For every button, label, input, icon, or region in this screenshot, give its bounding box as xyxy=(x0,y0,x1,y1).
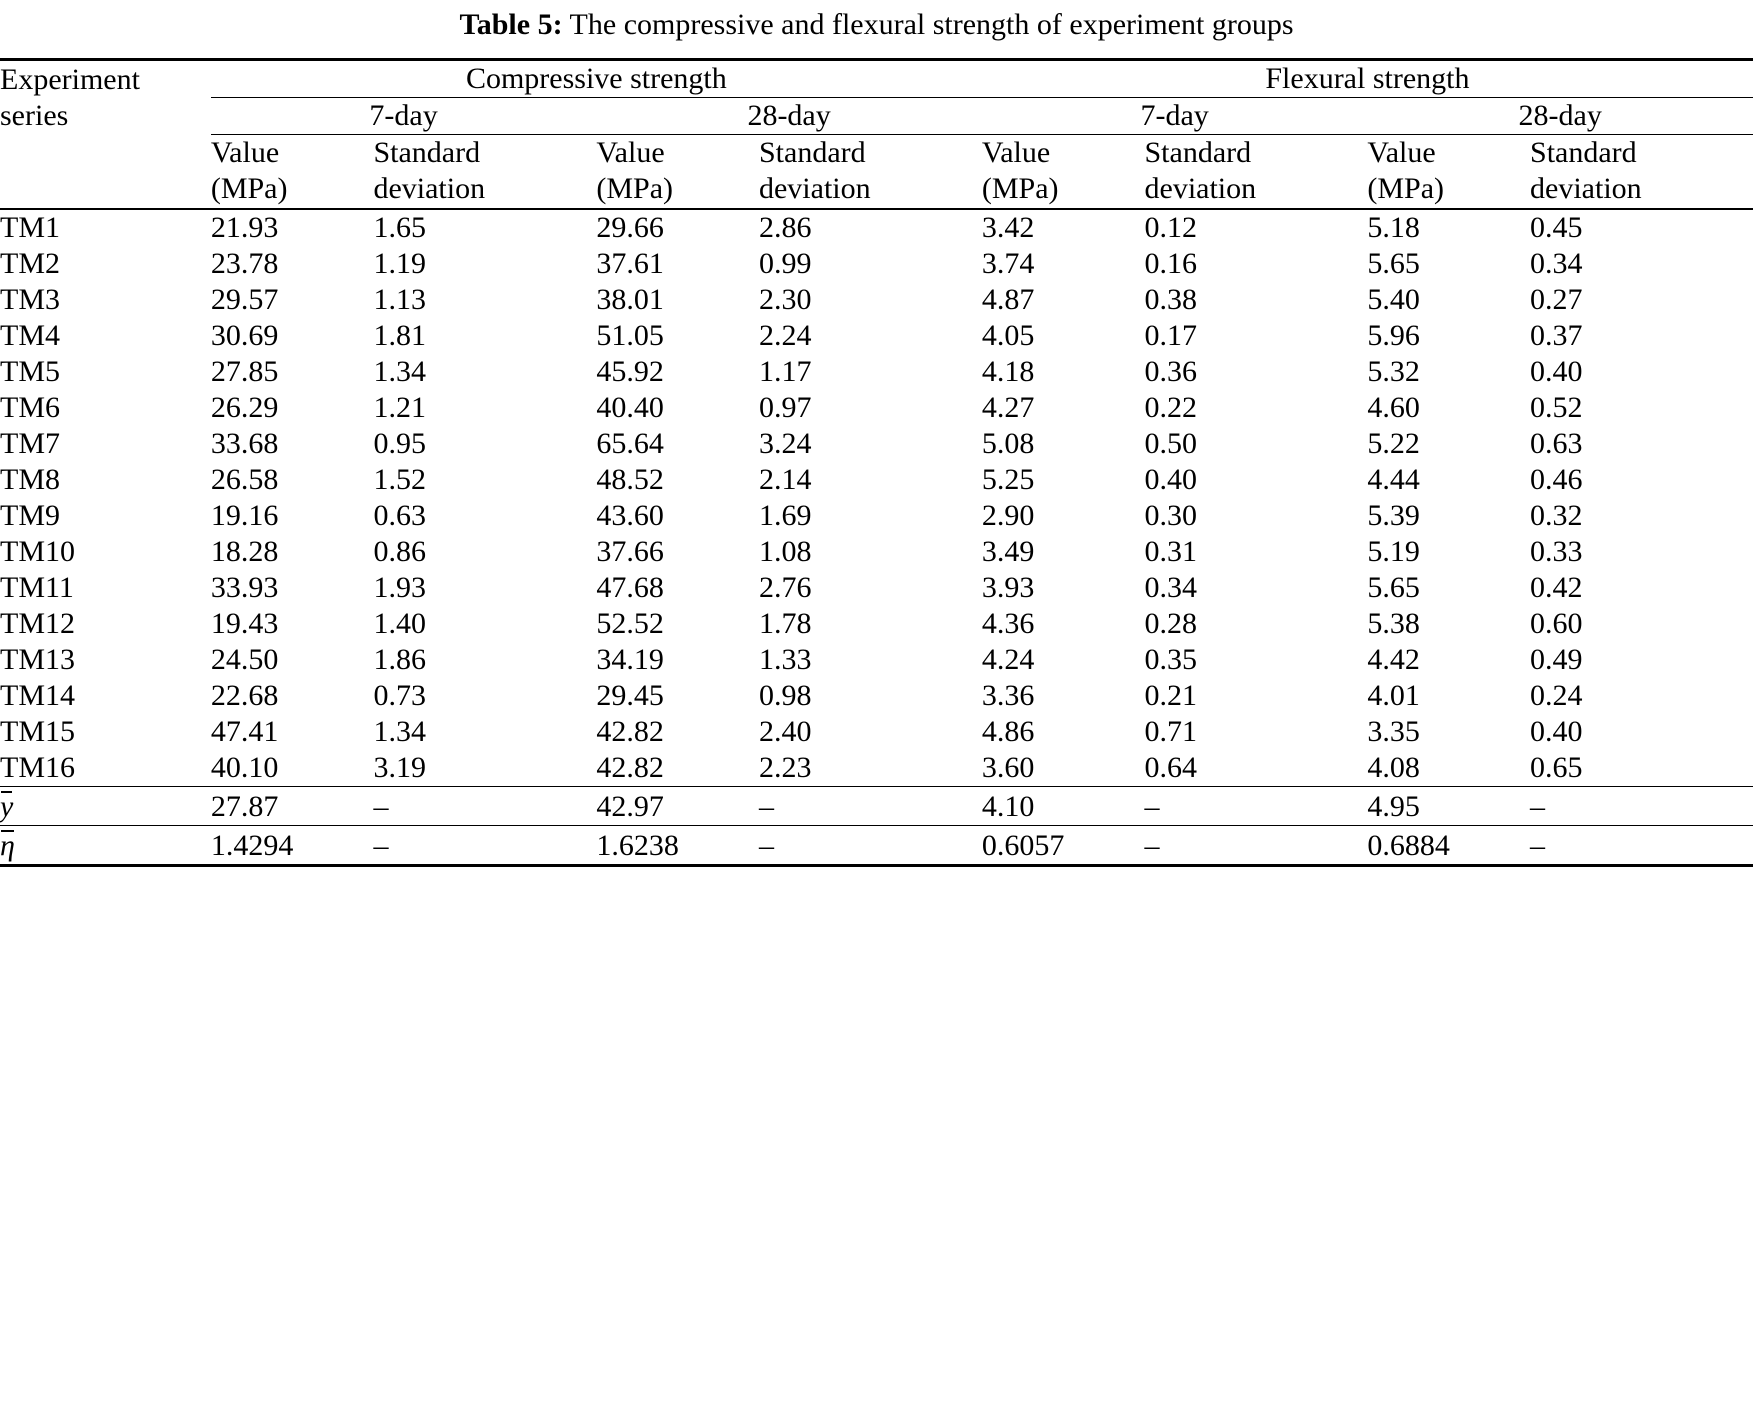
subheader-f28-sd xyxy=(1530,134,1753,209)
cell-f28-value: 4.08 xyxy=(1367,750,1420,784)
cell-f28-value: 4.42 xyxy=(1367,642,1420,676)
cell-c7-value: 26.29 xyxy=(210,390,279,424)
cell-f7-sd: – xyxy=(1145,786,1368,825)
cell-c28-value: 42.82 xyxy=(596,714,664,748)
row-label: TM15 xyxy=(0,714,75,748)
cell-c7-value: 40.10 xyxy=(210,750,279,784)
cell-f7-sd: 0.64 xyxy=(1144,750,1197,784)
table-row xyxy=(0,318,1753,354)
cell-f28-value: 5.18 xyxy=(1367,209,1530,246)
cell-c7-sd: 1.34 xyxy=(373,354,426,388)
cell-c28-sd: 1.08 xyxy=(758,534,812,568)
cell-c7-value: 22.68 xyxy=(210,678,279,712)
header-row-subheaders xyxy=(0,134,1753,209)
cell-c28-sd: 1.17 xyxy=(758,354,812,388)
summary-symbol-mean: y xyxy=(0,787,13,825)
cell-f28-value: 0.6884 xyxy=(1367,825,1530,865)
subheader-f7-value-line1: Value xyxy=(981,135,1051,169)
cell-f28-value: 3.35 xyxy=(1367,714,1420,748)
age-header-compressive-28day: 28-day xyxy=(596,97,982,134)
cell-c28-value: 43.60 xyxy=(596,498,664,532)
cell-c7-value: 26.58 xyxy=(210,462,279,496)
subheader-c28-value-line1: Value xyxy=(596,135,665,169)
age-header-compressive-7day: 7-day xyxy=(211,97,597,134)
cell-c28-value: 1.6238 xyxy=(596,825,759,865)
cell-f28-value: 5.96 xyxy=(1367,318,1420,352)
cell-f28-sd: 0.49 xyxy=(1530,642,1583,676)
cell-f7-sd: 0.31 xyxy=(1144,534,1197,568)
row-label: TM6 xyxy=(0,390,60,424)
cell-c28-sd: 2.30 xyxy=(758,282,812,316)
cell-f28-sd: 0.46 xyxy=(1530,462,1583,496)
strength-results-table xyxy=(0,58,1753,867)
cell-f7-value: 3.36 xyxy=(981,678,1035,712)
cell-c7-sd: 1.65 xyxy=(373,209,596,246)
cell-f28-sd: – xyxy=(1530,786,1753,825)
cell-f28-value: 5.65 xyxy=(1367,570,1420,604)
cell-c7-sd: – xyxy=(373,825,596,865)
table-row xyxy=(0,714,1753,750)
table-row xyxy=(0,750,1753,787)
row-label: TM5 xyxy=(0,354,60,388)
cell-c7-sd: 3.19 xyxy=(373,750,426,784)
cell-f28-value: 4.60 xyxy=(1367,390,1420,424)
cell-c28-value: 37.66 xyxy=(596,534,664,568)
cell-f7-sd: 0.16 xyxy=(1144,246,1197,280)
cell-c28-value: 65.64 xyxy=(596,426,664,460)
cell-f7-value: 3.74 xyxy=(981,246,1035,280)
group-header-compressive: Compressive strength xyxy=(211,59,982,97)
cell-c28-sd: 2.24 xyxy=(758,318,812,352)
cell-c7-value: 30.69 xyxy=(210,318,279,352)
cell-c28-value: 51.05 xyxy=(596,318,664,352)
subheader-f7-sd xyxy=(1145,134,1368,209)
cell-c28-value: 47.68 xyxy=(596,570,664,604)
cell-c7-value: 19.43 xyxy=(210,606,279,640)
summary-label-mean xyxy=(0,786,211,825)
stub-header-empty xyxy=(0,134,211,209)
header-row-groups xyxy=(0,59,1753,97)
cell-c28-value: 52.52 xyxy=(596,606,664,640)
cell-c28-sd: 2.86 xyxy=(759,209,982,246)
cell-f28-sd: 0.37 xyxy=(1530,318,1583,352)
subheader-f7-sd-line1: Standard xyxy=(1144,135,1252,169)
cell-c28-value: 29.45 xyxy=(596,678,664,712)
cell-c7-sd: 1.13 xyxy=(373,282,426,316)
cell-f7-value: 4.27 xyxy=(981,390,1035,424)
row-label: TM13 xyxy=(0,642,75,676)
cell-c7-sd: 1.21 xyxy=(373,390,426,424)
cell-f28-value: 5.40 xyxy=(1367,282,1420,316)
subheader-f7-value xyxy=(982,134,1145,209)
cell-f7-value: 5.25 xyxy=(981,462,1035,496)
cell-c7-sd: 1.86 xyxy=(373,642,426,676)
cell-f28-sd: 0.32 xyxy=(1530,498,1583,532)
subheader-f28-sd-line2: deviation xyxy=(1530,172,1642,206)
cell-f28-value: 5.19 xyxy=(1367,534,1420,568)
subheader-f28-value xyxy=(1367,134,1530,209)
table-caption xyxy=(0,0,1753,58)
age-header-flexural-28day: 28-day xyxy=(1367,97,1753,134)
subheader-c7-sd-line1: Standard xyxy=(373,135,481,169)
cell-f28-sd: 0.45 xyxy=(1530,209,1753,246)
cell-f7-sd: 0.30 xyxy=(1144,498,1197,532)
subheader-c28-sd xyxy=(759,134,982,209)
table-row xyxy=(0,570,1753,606)
cell-c28-sd: 1.69 xyxy=(758,498,812,532)
cell-f28-value: 4.01 xyxy=(1367,678,1420,712)
cell-c28-sd: – xyxy=(759,825,982,865)
summary-label-eta xyxy=(0,825,211,865)
cell-c28-value: 37.61 xyxy=(596,246,664,280)
subheader-f28-value-line2: (MPa) xyxy=(1367,172,1445,206)
cell-f7-sd: 0.50 xyxy=(1144,426,1197,460)
cell-c28-value: 48.52 xyxy=(596,462,664,496)
row-label: TM3 xyxy=(0,282,60,316)
cell-c28-value: 29.66 xyxy=(596,209,759,246)
cell-f7-value: 4.87 xyxy=(981,282,1035,316)
cell-f28-sd: 0.34 xyxy=(1530,246,1583,280)
row-label: TM7 xyxy=(0,426,60,460)
stub-header-line1: Experiment series xyxy=(0,63,140,132)
cell-f7-sd: 0.35 xyxy=(1144,642,1197,676)
cell-c7-value: 23.78 xyxy=(210,246,279,280)
cell-c28-sd: 2.14 xyxy=(758,462,812,496)
cell-f7-value: 4.24 xyxy=(981,642,1035,676)
cell-c7-value: 47.41 xyxy=(210,714,279,748)
cell-c28-value: 45.92 xyxy=(596,354,664,388)
table-row xyxy=(0,678,1753,714)
table-row xyxy=(0,246,1753,282)
table-bottom-rule xyxy=(0,865,1753,867)
subheader-f28-sd-line1: Standard xyxy=(1530,135,1637,169)
cell-f28-sd: 0.65 xyxy=(1530,750,1583,784)
age-header-flexural-7day: 7-day xyxy=(982,97,1368,134)
row-label: TM16 xyxy=(0,750,75,784)
subheader-c28-value xyxy=(596,134,759,209)
cell-f28-sd: 0.40 xyxy=(1530,354,1583,388)
cell-c28-sd: 0.99 xyxy=(758,246,812,280)
subheader-c28-sd-line2: deviation xyxy=(758,172,871,206)
subheader-f28-value-line1: Value xyxy=(1367,135,1436,169)
summary-row-mean xyxy=(0,786,1753,825)
cell-f7-value: 2.90 xyxy=(981,498,1035,532)
cell-c28-value: 38.01 xyxy=(596,282,664,316)
table-row xyxy=(0,498,1753,534)
cell-f7-sd: 0.71 xyxy=(1144,714,1197,748)
cell-f28-value: 5.22 xyxy=(1367,426,1420,460)
cell-c28-sd: 0.98 xyxy=(758,678,812,712)
cell-f28-sd: – xyxy=(1530,825,1753,865)
table-row xyxy=(0,642,1753,678)
table-caption-label: Table 5: xyxy=(459,8,563,41)
cell-c7-sd: 0.86 xyxy=(373,534,426,568)
cell-c28-sd: 0.97 xyxy=(758,390,812,424)
subheader-c28-sd-line1: Standard xyxy=(758,135,866,169)
cell-f7-value: 0.6057 xyxy=(982,825,1145,865)
cell-f7-sd: 0.21 xyxy=(1144,678,1197,712)
row-label: TM11 xyxy=(0,570,74,604)
cell-f7-value: 4.86 xyxy=(981,714,1035,748)
cell-f7-sd: 0.17 xyxy=(1144,318,1197,352)
cell-f28-sd: 0.40 xyxy=(1530,714,1583,748)
summary-row-eta xyxy=(0,825,1753,865)
cell-c7-sd: 1.81 xyxy=(373,318,426,352)
summary-symbol-eta: η xyxy=(0,826,15,864)
table-row xyxy=(0,462,1753,498)
subheader-f7-value-line2: (MPa) xyxy=(981,172,1059,206)
cell-f7-value: 3.93 xyxy=(981,570,1035,604)
table-caption-text: The compressive and flexural strength of experiment groups xyxy=(569,8,1294,41)
cell-f7-sd: 0.34 xyxy=(1144,570,1197,604)
cell-f28-sd: 0.52 xyxy=(1530,390,1583,424)
cell-f28-value: 5.65 xyxy=(1367,246,1420,280)
cell-c7-sd: 1.34 xyxy=(373,714,426,748)
cell-f7-sd: 0.12 xyxy=(1145,209,1368,246)
cell-c28-sd: 1.33 xyxy=(758,642,812,676)
cell-c7-sd: 1.52 xyxy=(373,462,426,496)
table-row xyxy=(0,534,1753,570)
cell-c7-value: 19.16 xyxy=(210,498,279,532)
cell-f7-sd: 0.38 xyxy=(1144,282,1197,316)
cell-c7-value: 33.93 xyxy=(210,570,279,604)
cell-c7-sd: – xyxy=(373,786,596,825)
cell-f7-value: 3.49 xyxy=(981,534,1035,568)
cell-f28-value: 4.44 xyxy=(1367,462,1420,496)
cell-c28-value: 42.97 xyxy=(596,786,759,825)
cell-f28-value: 5.32 xyxy=(1367,354,1420,388)
cell-f28-sd: 0.27 xyxy=(1530,282,1583,316)
subheader-c7-value-line2: (MPa) xyxy=(210,172,288,206)
cell-c7-sd: 0.95 xyxy=(373,426,426,460)
cell-f7-value: 4.10 xyxy=(982,786,1145,825)
subheader-f7-sd-line2: deviation xyxy=(1144,172,1257,206)
cell-f7-sd: 0.36 xyxy=(1144,354,1197,388)
table-row xyxy=(0,606,1753,642)
cell-c28-sd: 1.78 xyxy=(758,606,812,640)
row-label: TM1 xyxy=(0,209,211,246)
cell-f7-value: 3.42 xyxy=(982,209,1145,246)
cell-c28-sd: – xyxy=(759,786,982,825)
cell-c7-sd: 1.19 xyxy=(373,246,426,280)
cell-c7-value: 29.57 xyxy=(210,282,279,316)
cell-c7-sd: 0.63 xyxy=(373,498,426,532)
stub-header xyxy=(0,59,211,134)
row-label: TM9 xyxy=(0,498,60,532)
cell-c28-value: 40.40 xyxy=(596,390,664,424)
row-label: TM14 xyxy=(0,678,75,712)
group-header-flexural: Flexural strength xyxy=(982,59,1753,97)
cell-f28-sd: 0.60 xyxy=(1530,606,1583,640)
row-label: TM10 xyxy=(0,534,75,568)
cell-c7-sd: 1.93 xyxy=(373,570,426,604)
cell-c28-sd: 2.76 xyxy=(758,570,812,604)
cell-c7-sd: 1.40 xyxy=(373,606,426,640)
row-label: TM12 xyxy=(0,606,75,640)
header-row-ages xyxy=(0,97,1753,134)
cell-c7-sd: 0.73 xyxy=(373,678,426,712)
subheader-c7-sd-line2: deviation xyxy=(373,172,486,206)
cell-c28-sd: 2.40 xyxy=(758,714,812,748)
cell-c7-value: 21.93 xyxy=(211,209,374,246)
table-row xyxy=(0,282,1753,318)
cell-f7-value: 5.08 xyxy=(981,426,1035,460)
cell-c7-value: 24.50 xyxy=(210,642,279,676)
row-label: TM2 xyxy=(0,246,60,280)
subheader-c28-value-line2: (MPa) xyxy=(596,172,673,206)
cell-c7-value: 27.85 xyxy=(210,354,279,388)
cell-f28-value: 4.95 xyxy=(1367,786,1530,825)
cell-c28-sd: 2.23 xyxy=(758,750,812,784)
row-label: TM8 xyxy=(0,462,60,496)
table-row xyxy=(0,209,1753,246)
table-row xyxy=(0,390,1753,426)
cell-c7-value: 27.87 xyxy=(211,786,374,825)
cell-f7-sd: – xyxy=(1145,825,1368,865)
cell-f7-sd: 0.28 xyxy=(1144,606,1197,640)
cell-f28-value: 5.38 xyxy=(1367,606,1420,640)
cell-f28-sd: 0.42 xyxy=(1530,570,1583,604)
cell-c28-value: 42.82 xyxy=(596,750,664,784)
cell-f7-sd: 0.40 xyxy=(1144,462,1197,496)
cell-f28-sd: 0.63 xyxy=(1530,426,1583,460)
table-row xyxy=(0,354,1753,390)
cell-c28-value: 34.19 xyxy=(596,642,664,676)
cell-f7-value: 4.36 xyxy=(981,606,1035,640)
cell-f7-sd: 0.22 xyxy=(1144,390,1197,424)
subheader-c7-sd xyxy=(373,134,596,209)
subheader-c7-value xyxy=(211,134,374,209)
cell-f7-value: 4.05 xyxy=(981,318,1035,352)
subheader-c7-value-line1: Value xyxy=(210,135,280,169)
cell-f7-value: 4.18 xyxy=(981,354,1035,388)
table-row xyxy=(0,426,1753,462)
row-label: TM4 xyxy=(0,318,60,352)
cell-f28-sd: 0.33 xyxy=(1530,534,1583,568)
cell-c7-value: 1.4294 xyxy=(211,825,374,865)
cell-c28-sd: 3.24 xyxy=(758,426,812,460)
cell-c7-value: 18.28 xyxy=(210,534,279,568)
cell-f28-value: 5.39 xyxy=(1367,498,1420,532)
cell-f28-sd: 0.24 xyxy=(1530,678,1583,712)
cell-c7-value: 33.68 xyxy=(210,426,279,460)
cell-f7-value: 3.60 xyxy=(981,750,1035,784)
